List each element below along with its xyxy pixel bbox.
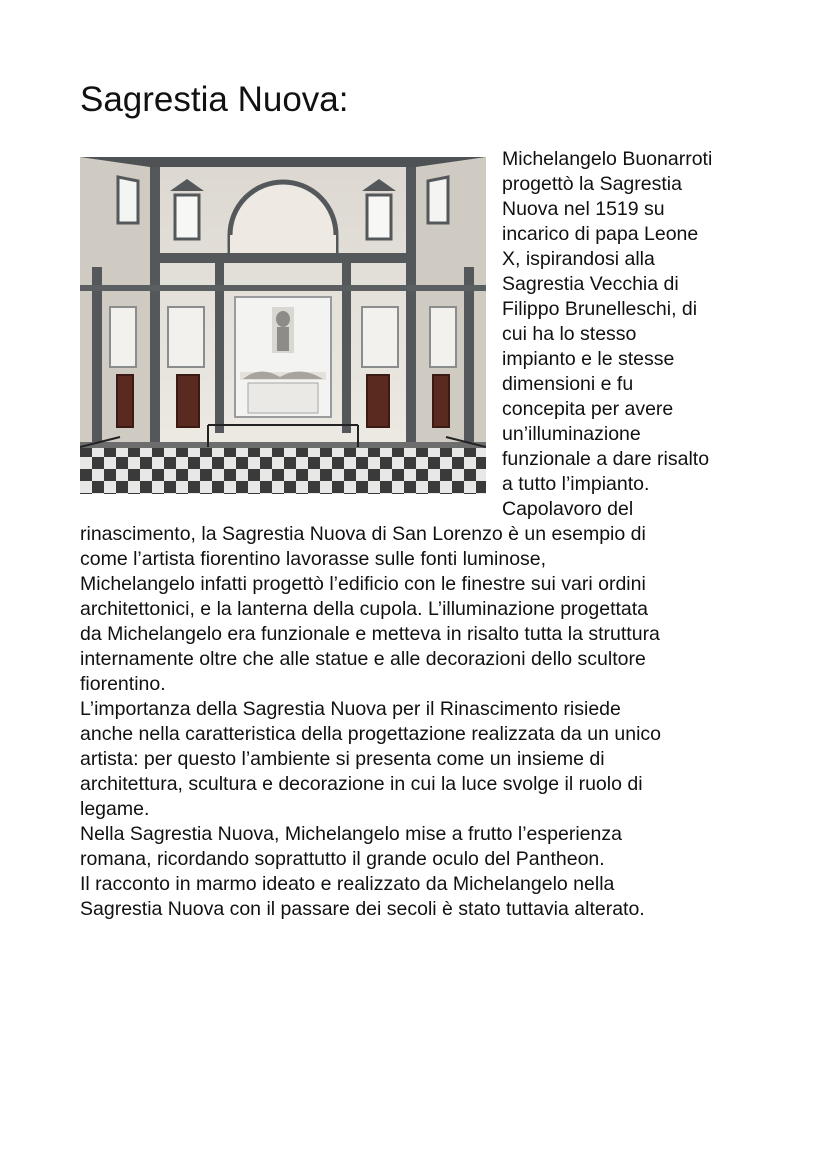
body-line: rinascimento, la Sagrestia Nuova di San Lorenzo è un esempio di	[80, 523, 646, 545]
body-line: anche nella caratteristica della progettazione realizzata da un unico	[80, 723, 662, 745]
body-line: a tutto l’impianto.	[502, 473, 650, 495]
body-line: impianto e le stesse	[502, 348, 675, 370]
body-line: Sagrestia Vecchia di	[502, 273, 679, 295]
body-line: concepita per avere	[502, 398, 674, 420]
body-line: cui ha lo stesso	[502, 323, 637, 345]
body-line: fiorentino.	[80, 673, 166, 695]
body-line: Sagrestia Nuova con il passare dei secoli è stato tuttavia alterato.	[80, 898, 645, 920]
body-line: da Michelangelo era funzionale e metteva in risalto tutta la struttura	[80, 623, 660, 645]
body-line: internamente oltre che alle statue e alle decorazioni dello scultore	[80, 648, 646, 670]
page-title: Sagrestia Nuova:	[80, 80, 349, 119]
body-line: come l’artista fiorentino lavorasse sulle fonti luminose,	[80, 548, 547, 570]
body-line: incarico di papa Leone	[502, 223, 699, 245]
body-line: Filippo Brunelleschi, di	[502, 298, 698, 320]
body-line: Capolavoro del	[502, 498, 634, 520]
body-line: L’importanza della Sagrestia Nuova per il Rinascimento risiede	[80, 698, 621, 720]
body-line: Nella Sagrestia Nuova, Michelangelo mise a frutto l’esperienza	[80, 823, 622, 845]
body-line: Il racconto in marmo ideato e realizzato da Michelangelo nella	[80, 873, 615, 895]
body-line: Nuova nel 1519 su	[502, 198, 665, 220]
body-line: dimensioni e fu	[502, 373, 634, 395]
body-line: romana, ricordando soprattutto il grande oculo del Pantheon.	[80, 848, 605, 870]
sagrestia-illustration	[80, 157, 486, 494]
body-line: funzionale a dare risalto	[502, 448, 710, 470]
body-line: progettò la Sagrestia	[502, 173, 682, 195]
body-line: architettura, scultura e decorazione in cui la luce svolge il ruolo di	[80, 773, 643, 795]
body-line: artista: per questo l’ambiente si presenta come un insieme di	[80, 748, 605, 770]
body-line: un’illuminazione	[502, 423, 641, 445]
sagrestia-photo	[80, 157, 486, 494]
body-line: Michelangelo infatti progettò l’edificio con le finestre sui vari ordini	[80, 573, 646, 595]
body-line: architettonici, e la lanterna della cupola. L’illuminazione progettata	[80, 598, 649, 620]
body-line: legame.	[80, 798, 150, 820]
body-line: X, ispirandosi alla	[502, 248, 655, 270]
body-line: Michelangelo Buonarroti	[502, 148, 713, 170]
